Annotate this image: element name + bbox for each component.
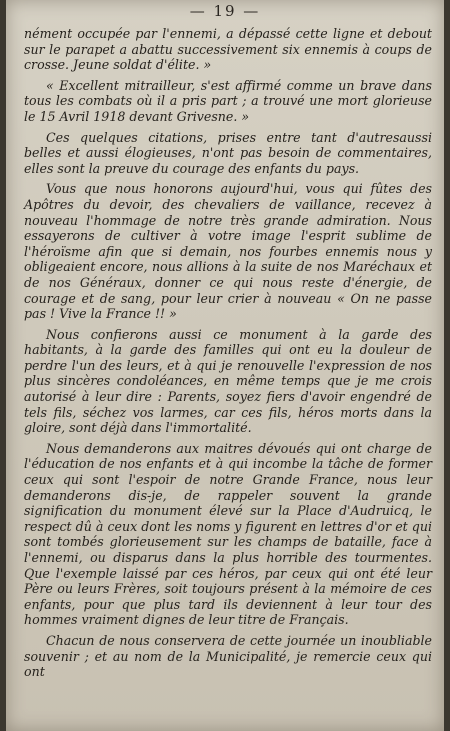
page-body [24, 26, 432, 685]
paragraph-citations-comment: Ces quelques citations, prises entre tant d'autresaussi belles et aussi élogieuses, n'ont pas besoin de commentaires, elles sont la preuve du courage des enfants du pays. [24, 129, 432, 176]
paragraph-remerciements: Chacun de nous conservera de cette journée un inoubliable souvenir ; et au nom de la Municipalité, je remercie ceux qui ont [24, 632, 432, 680]
paragraph-maitres: Nous demanderons aux maitres dévoués qui ont charge de l'éducation de nos enfants et à qui incombe la tâche de former ceux qui sont l'espoir de notre Grande France, nous leur demanderons dis-je, de rappeler souvent la grande signification du monument élevé sur la Place d'Audruicq, le respect dû à ceux dont les noms y figurent en lettres d'or et qui sont tombés glorieusement sur les champs de bataille, face à l'ennemi, ou disparus dans la plus horrible des tourmentes. Que l'exemple laissé par ces héros, par ceux qui ont été leur Père ou leurs Frères, soit toujours présent à la mémoire de ces enfants, pour que plus tard ils deviennent à leur tour des hommes vraiment dignes de leur titre de Français. [24, 440, 432, 628]
book-page [6, 0, 444, 731]
paragraph-garde-monument: Nous confierons aussi ce monument à la garde des habitants, à la garde des familles qui ont eu la douleur de perdre l'un des leurs, et à qui je renouvelle l'expression de nos plus sincères condoléances, en même temps que je me crois autorisé à leur dire : Parents, soyez fiers d'avoir engendré de tels fils, séchez vos larmes, car ces fils, héros morts dans la gloire, sont déjà dans l'immortalité. [24, 326, 432, 436]
page-number: — 19 — [189, 2, 261, 20]
paragraph-hommage: Vous que nous honorons aujourd'hui, vous qui fûtes des Apôtres du devoir, des chevaliers de vaillance, recevez à nouveau l'hommage de notre très grande admiration. Nous essayerons de cultiver à votre image l'esprit sublime de l'héroïsme afin que si demain, nos fourbes ennemis nous y obligeaient encore, nous allions à la suite de nos Maréchaux et de nos Généraux, donner ce qui nous reste d'énergie, de courage et de sang, pour leur crier à nouveau « On ne passe pas ! Vive la France !! » [24, 181, 432, 322]
paragraph-citation-continuation: nément occupée par l'ennemi, a dépassé cette ligne et debout sur le parapet a abattu successivement six ennemis à coups de crosse. Jeune soldat d'élite. » [24, 26, 432, 73]
paragraph-citation-mitrailleur: « Excellent mitrailleur, s'est affirmé comme un brave dans tous les combats où il a pris part ; a trouvé une mort glorieuse le 15 Avril 1918 devant Grivesne. » [24, 77, 432, 124]
